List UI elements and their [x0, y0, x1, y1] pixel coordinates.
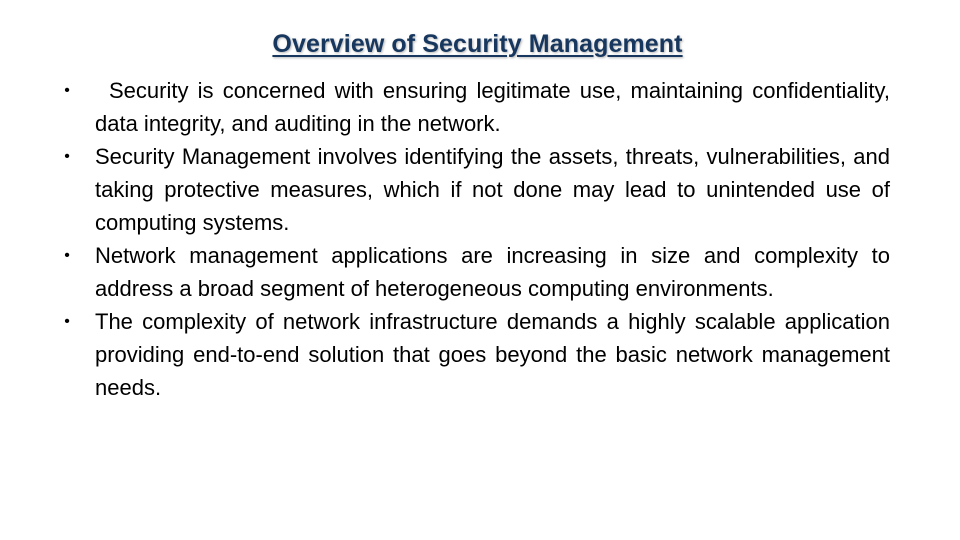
- bullet-text: Network management applications are increasing in size and complexity to address a broad segment of heterogeneous computing environments.: [95, 243, 890, 301]
- bullet-icon: •: [64, 82, 70, 99]
- bullet-text: Security is concerned with ensuring legitimate use, maintaining confidentiality, data integrity, and auditing in the network.: [95, 78, 890, 136]
- bullet-item: [57, 74, 890, 140]
- bullet-item: [57, 140, 890, 239]
- bullet-item: [57, 305, 890, 404]
- bullet-list: [57, 74, 890, 404]
- bullet-item: [57, 239, 890, 305]
- bullet-text: Security Management involves identifying the assets, threats, vulnerabilities, and taking protective measures, which if not done may lead to unintended use of computing systems.: [95, 144, 890, 235]
- bullet-icon: •: [64, 313, 70, 330]
- bullet-icon: •: [64, 148, 70, 165]
- bullet-text: The complexity of network infrastructure demands a highly scalable application providing end-to-end solution that goes beyond the basic network management needs.: [95, 309, 890, 400]
- bullet-icon: •: [64, 247, 70, 264]
- slide-title: Overview of Security Management: [272, 30, 683, 58]
